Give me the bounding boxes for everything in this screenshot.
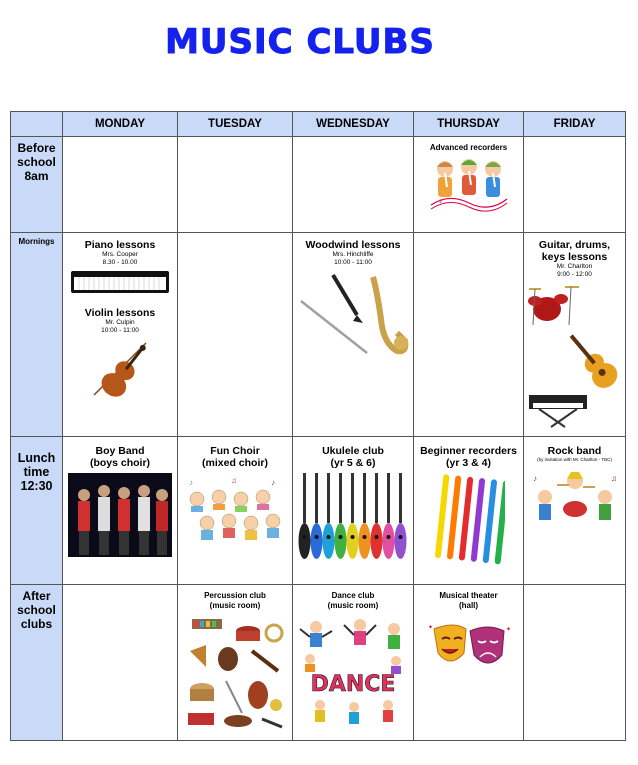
dance-kids-image xyxy=(298,615,408,727)
svg-text:♪: ♪ xyxy=(271,478,275,487)
choir-kids-image xyxy=(183,475,287,547)
cell-before-tuesday xyxy=(178,137,293,233)
svg-text:♫: ♫ xyxy=(231,476,237,485)
cell-lunch-thursday xyxy=(414,437,524,585)
club-title: Advanced recorders xyxy=(429,143,508,152)
violin-image xyxy=(90,335,150,407)
svg-text:♫: ♫ xyxy=(610,474,617,483)
rock-band-kids-image xyxy=(529,469,621,531)
cell-lunch-monday xyxy=(63,437,178,585)
clarinet-flute-saxophone-image xyxy=(297,271,409,361)
club-title: Piano lessons xyxy=(84,239,156,251)
page-title: MUSIC CLUBS xyxy=(165,22,435,62)
drum-kit-image xyxy=(528,287,579,325)
lesson-time: 10:00 - 11:00 xyxy=(334,259,372,266)
club-note: (by invitation with Mr. Charlton - TBC) xyxy=(537,457,612,462)
club-subtitle: (mixed choir) xyxy=(202,457,268,469)
svg-text:✦: ✦ xyxy=(505,627,511,633)
row-label-before-school: Before school 8am xyxy=(11,137,63,233)
cell-before-thursday xyxy=(414,137,524,233)
ukuleles-image xyxy=(297,471,409,567)
percussion-instruments-image xyxy=(182,615,288,731)
club-title: Woodwind lessons xyxy=(305,239,401,251)
svg-text:♪: ♪ xyxy=(532,474,537,483)
cell-lunch-wednesday xyxy=(293,437,414,585)
row-lunch xyxy=(11,437,626,585)
club-title: Boy Band xyxy=(95,445,145,457)
cell-lunch-friday xyxy=(524,437,626,585)
club-subtitle: (hall) xyxy=(458,601,479,610)
friday-instruments xyxy=(525,279,625,429)
club-title: Beginner recorders xyxy=(420,445,517,457)
lesson-time: 9:00 - 12:00 xyxy=(557,271,592,278)
club-title: Ukulele club xyxy=(322,445,384,457)
keyboard-stand-image xyxy=(529,395,587,427)
teacher-name: Mr. Charlton xyxy=(556,263,593,270)
cell-mornings-monday xyxy=(63,233,178,437)
club-subtitle: (boys choir) xyxy=(89,457,151,469)
teacher-name: Mr. Culpin xyxy=(105,319,135,326)
header-monday: MONDAY xyxy=(63,112,178,137)
row-before-school xyxy=(11,137,626,233)
piano-keyboard-image xyxy=(71,271,169,293)
cell-lunch-tuesday xyxy=(178,437,293,585)
teacher-name: Mrs. Hinchliffe xyxy=(332,251,374,258)
club-title: Rock band xyxy=(547,445,602,457)
cell-mornings-wednesday xyxy=(293,233,414,437)
row-after-school xyxy=(11,585,626,741)
timetable xyxy=(10,111,626,741)
cell-after-friday xyxy=(524,585,626,741)
club-subtitle: (music room) xyxy=(327,601,379,610)
header-row xyxy=(11,112,626,137)
club-title: Musical theater xyxy=(439,591,498,600)
club-title: Fun Choir xyxy=(210,445,260,457)
club-title: Violin lessons xyxy=(84,307,156,319)
cell-mornings-thursday xyxy=(414,233,524,437)
acoustic-guitar-image xyxy=(561,327,622,393)
header-corner xyxy=(11,112,63,137)
header-thursday: THURSDAY xyxy=(414,112,524,137)
colored-recorders-image xyxy=(433,473,505,565)
theater-masks-image xyxy=(426,621,512,673)
svg-text:♪: ♪ xyxy=(189,478,193,487)
row-label-after-school: After school clubs xyxy=(11,585,63,741)
cell-before-friday xyxy=(524,137,626,233)
cell-after-thursday xyxy=(414,585,524,741)
lesson-time: 8.30 - 10.00 xyxy=(102,259,138,266)
row-label-mornings: Mornings xyxy=(11,233,63,437)
club-title: Percussion club xyxy=(204,591,266,600)
cell-mornings-friday xyxy=(524,233,626,437)
cell-after-wednesday xyxy=(293,585,414,741)
club-subtitle: (music room) xyxy=(209,601,261,610)
cell-before-wednesday xyxy=(293,137,414,233)
club-title: Guitar, drums, keys lessons xyxy=(538,239,611,263)
header-wednesday: WEDNESDAY xyxy=(293,112,414,137)
cell-before-monday xyxy=(63,137,178,233)
club-title: Dance club xyxy=(331,591,375,600)
svg-text:✦: ✦ xyxy=(427,625,433,631)
header-tuesday: TUESDAY xyxy=(178,112,293,137)
club-subtitle: (yr 3 & 4) xyxy=(446,457,491,469)
row-label-lunch: Lunch time 12:30 xyxy=(11,437,63,585)
cell-mornings-tuesday xyxy=(178,233,293,437)
teacher-name: Mrs. Cooper xyxy=(102,251,138,258)
recorders-kids-image xyxy=(429,153,509,215)
svg-text:♪: ♪ xyxy=(438,198,442,205)
cell-after-tuesday xyxy=(178,585,293,741)
row-mornings xyxy=(11,233,626,437)
lesson-time: 10:00 - 11:00 xyxy=(101,327,139,334)
cell-after-monday xyxy=(63,585,178,741)
dance-word: DANCE xyxy=(310,672,396,697)
club-subtitle: (yr 5 & 6) xyxy=(330,457,376,469)
header-friday: FRIDAY xyxy=(524,112,626,137)
boy-band-photo xyxy=(68,473,172,557)
